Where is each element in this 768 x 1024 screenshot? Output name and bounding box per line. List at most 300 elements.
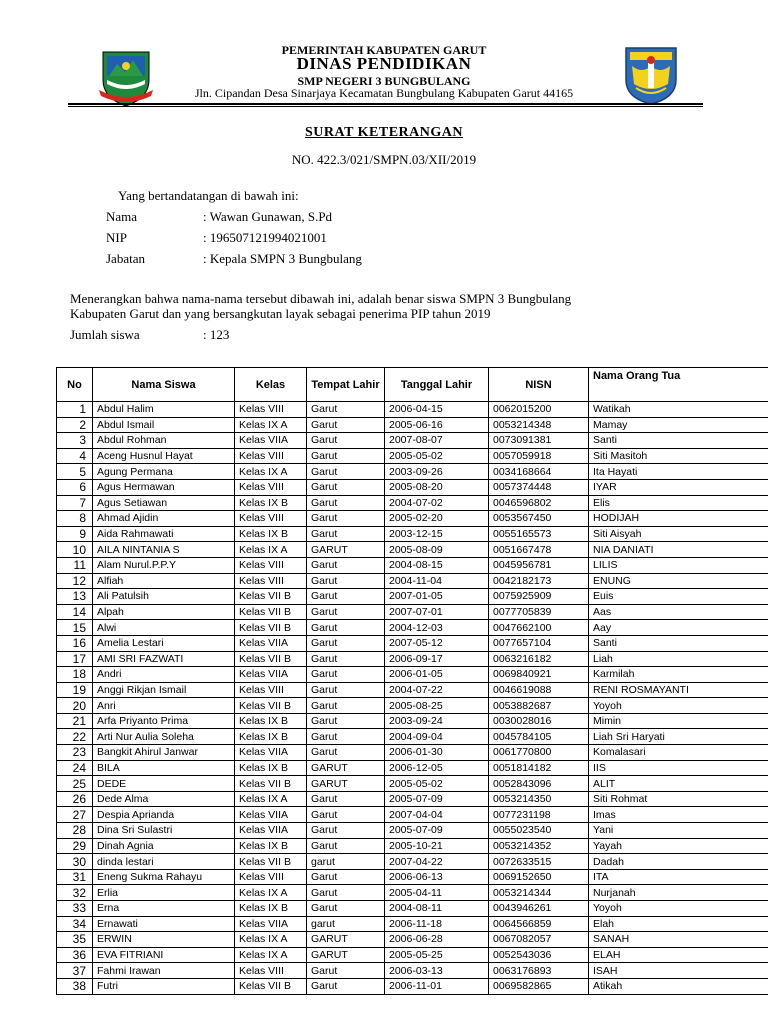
cell-nisn: 0052543036 (489, 947, 589, 963)
cell-no: 18 (57, 667, 93, 683)
cell-class: Kelas IX A (235, 947, 307, 963)
cell-parent-name: IYAR (589, 479, 768, 495)
cell-nisn: 0034168664 (489, 464, 589, 480)
cell-nisn: 0047662100 (489, 620, 589, 636)
cell-nisn: 0053214348 (489, 417, 589, 433)
cell-nisn: 0057059918 (489, 448, 589, 464)
cell-birthdate: 2007-05-12 (385, 635, 489, 651)
cell-parent-name: HODIJAH (589, 511, 768, 527)
cell-nisn: 0073091381 (489, 433, 589, 449)
cell-parent-name: Siti Aisyah (589, 526, 768, 542)
cell-no: 20 (57, 698, 93, 714)
cell-parent-name: Dadah (589, 854, 768, 870)
cell-no: 12 (57, 573, 93, 589)
cell-no: 15 (57, 620, 93, 636)
cell-birthplace: Garut (307, 885, 385, 901)
cell-no: 21 (57, 713, 93, 729)
statement-line-1: Menerangkan bahwa nama-nama tersebut dibawah ini, adalah benar siswa SMPN 3 Bungbulang (70, 291, 572, 306)
cell-birthplace: Garut (307, 807, 385, 823)
cell-class: Kelas VIII (235, 573, 307, 589)
cell-birthdate: 2004-12-03 (385, 620, 489, 636)
cell-student-name: Dinah Agnia (93, 838, 235, 854)
cell-birthdate: 2005-08-09 (385, 542, 489, 558)
cell-birthplace: Garut (307, 713, 385, 729)
table-row (57, 651, 768, 667)
cell-nisn: 0042182173 (489, 573, 589, 589)
cell-no: 10 (57, 542, 93, 558)
cell-birthplace: Garut (307, 511, 385, 527)
cell-nisn: 0069582865 (489, 978, 589, 994)
cell-birthplace: Garut (307, 869, 385, 885)
signer-nip-value: : 196507121994021001 (203, 230, 327, 245)
cell-class: Kelas VIIA (235, 667, 307, 683)
table-row (57, 916, 768, 932)
cell-birthplace: Garut (307, 448, 385, 464)
cell-class: Kelas VIII (235, 402, 307, 418)
table-row (57, 620, 768, 636)
cell-nisn: 0045956781 (489, 557, 589, 573)
cell-birthdate: 2007-04-04 (385, 807, 489, 823)
cell-student-name: Alpah (93, 604, 235, 620)
cell-birthplace: GARUT (307, 776, 385, 792)
table-row (57, 932, 768, 948)
cell-birthplace: Garut (307, 464, 385, 480)
table-row (57, 495, 768, 511)
cell-parent-name: Liah (589, 651, 768, 667)
cell-student-name: Futri (93, 978, 235, 994)
cell-birthplace: GARUT (307, 947, 385, 963)
cell-nisn: 0051667478 (489, 542, 589, 558)
table-row (57, 713, 768, 729)
cell-nisn: 0064566859 (489, 916, 589, 932)
cell-no: 6 (57, 479, 93, 495)
cell-no: 28 (57, 823, 93, 839)
cell-nisn: 0053214350 (489, 791, 589, 807)
cell-birthdate: 2005-05-02 (385, 448, 489, 464)
cell-nisn: 0063216182 (489, 651, 589, 667)
table-row (57, 745, 768, 761)
cell-parent-name: Watikah (589, 402, 768, 418)
cell-nisn: 0069152650 (489, 869, 589, 885)
cell-class: Kelas IX B (235, 729, 307, 745)
cell-birthdate: 2006-09-17 (385, 651, 489, 667)
cell-student-name: Ahmad Ajidin (93, 511, 235, 527)
cell-parent-name: Mimin (589, 713, 768, 729)
cell-student-name: Agus Hermawan (93, 479, 235, 495)
cell-birthplace: Garut (307, 823, 385, 839)
cell-birthdate: 2004-08-11 (385, 901, 489, 917)
cell-parent-name: NIA DANIATI (589, 542, 768, 558)
cell-student-name: Despia Aprianda (93, 807, 235, 823)
cell-no: 16 (57, 635, 93, 651)
cell-no: 31 (57, 869, 93, 885)
cell-birthdate: 2005-05-25 (385, 947, 489, 963)
cell-class: Kelas VIIA (235, 807, 307, 823)
cell-birthplace: Garut (307, 604, 385, 620)
cell-nisn: 0069840921 (489, 667, 589, 683)
cell-nisn: 0055023540 (489, 823, 589, 839)
cell-class: Kelas IX B (235, 495, 307, 511)
cell-nisn: 0045784105 (489, 729, 589, 745)
cell-birthdate: 2006-06-13 (385, 869, 489, 885)
header-class: Kelas (235, 368, 307, 402)
cell-parent-name: Aas (589, 604, 768, 620)
table-row (57, 667, 768, 683)
cell-parent-name: Yayah (589, 838, 768, 854)
header-student-name: Nama Siswa (93, 368, 235, 402)
cell-student-name: Agung Permana (93, 464, 235, 480)
table-row (57, 854, 768, 870)
header-divider-thin (68, 106, 703, 107)
table-row (57, 604, 768, 620)
signer-name-value: : Wawan Gunawan, S.Pd (203, 209, 333, 224)
cell-no: 38 (57, 978, 93, 994)
cell-student-name: DEDE (93, 776, 235, 792)
cell-birthplace: garut (307, 854, 385, 870)
cell-birthplace: Garut (307, 745, 385, 761)
cell-no: 9 (57, 526, 93, 542)
table-row (57, 573, 768, 589)
cell-student-name: ERWIN (93, 932, 235, 948)
cell-nisn: 0057374448 (489, 479, 589, 495)
cell-class: Kelas VII B (235, 620, 307, 636)
cell-no: 7 (57, 495, 93, 511)
table-row (57, 869, 768, 885)
cell-no: 29 (57, 838, 93, 854)
table-row (57, 901, 768, 917)
cell-nisn: 0061770800 (489, 745, 589, 761)
table-row (57, 963, 768, 979)
cell-birthdate: 2006-12-05 (385, 760, 489, 776)
cell-birthdate: 2004-08-15 (385, 557, 489, 573)
cell-student-name: Anri (93, 698, 235, 714)
cell-no: 1 (57, 402, 93, 418)
cell-birthplace: Garut (307, 963, 385, 979)
cell-class: Kelas VIIA (235, 433, 307, 449)
cell-nisn: 0053214344 (489, 885, 589, 901)
cell-student-name: Abdul Ismail (93, 417, 235, 433)
school-address: Jln. Cipandan Desa Sinarjaya Kecamatan Bungbulang Kabupaten Garut 44165 (194, 86, 574, 100)
cell-birthdate: 2005-08-20 (385, 479, 489, 495)
cell-parent-name: IIS (589, 760, 768, 776)
cell-student-name: Eneng Sukma Rahayu (93, 869, 235, 885)
cell-class: Kelas VIIA (235, 635, 307, 651)
cell-nisn: 0077705839 (489, 604, 589, 620)
cell-parent-name: ALIT (589, 776, 768, 792)
cell-birthdate: 2007-01-05 (385, 589, 489, 605)
cell-nisn: 0052843096 (489, 776, 589, 792)
table-row (57, 823, 768, 839)
cell-class: Kelas VII B (235, 854, 307, 870)
table-row (57, 433, 768, 449)
cell-no: 5 (57, 464, 93, 480)
cell-class: Kelas VIII (235, 448, 307, 464)
cell-class: Kelas VII B (235, 651, 307, 667)
cell-nisn: 0053214352 (489, 838, 589, 854)
student-table-body (57, 402, 768, 995)
table-row (57, 729, 768, 745)
cell-birthdate: 2005-04-11 (385, 885, 489, 901)
cell-birthdate: 2007-08-07 (385, 433, 489, 449)
student-table (56, 367, 768, 995)
cell-class: Kelas VIII (235, 557, 307, 573)
cell-student-name: Dina Sri Sulastri (93, 823, 235, 839)
cell-no: 8 (57, 511, 93, 527)
cell-nisn: 0046596802 (489, 495, 589, 511)
cell-birthplace: Garut (307, 526, 385, 542)
cell-student-name: Agus Setiawan (93, 495, 235, 511)
cell-parent-name: Siti Rohmat (589, 791, 768, 807)
cell-student-name: Aceng Husnul Hayat (93, 448, 235, 464)
cell-class: Kelas IX A (235, 885, 307, 901)
agency-name: DINAS PENDIDIKAN (296, 54, 472, 73)
intro-text: Yang bertandatangan di bawah ini: (118, 188, 299, 203)
table-header-row (57, 368, 768, 402)
cell-student-name: Abdul Halim (93, 402, 235, 418)
cell-parent-name: Santi (589, 433, 768, 449)
cell-birthplace: Garut (307, 978, 385, 994)
cell-class: Kelas VII B (235, 698, 307, 714)
cell-birthdate: 2005-10-21 (385, 838, 489, 854)
cell-student-name: Ernawati (93, 916, 235, 932)
cell-student-name: Bangkit Ahirul Janwar (93, 745, 235, 761)
cell-nisn: 0077231198 (489, 807, 589, 823)
table-row (57, 978, 768, 994)
cell-parent-name: RENI ROSMAYANTI (589, 682, 768, 698)
cell-class: Kelas VII B (235, 776, 307, 792)
cell-no: 35 (57, 932, 93, 948)
cell-birthdate: 2004-07-02 (385, 495, 489, 511)
cell-nisn: 0075925909 (489, 589, 589, 605)
cell-parent-name: Euis (589, 589, 768, 605)
header-birthdate: Tanggal Lahir (385, 368, 489, 402)
table-row (57, 557, 768, 573)
signer-position-label: Jabatan (106, 251, 145, 266)
cell-birthplace: Garut (307, 635, 385, 651)
cell-no: 17 (57, 651, 93, 667)
cell-class: Kelas VII B (235, 589, 307, 605)
cell-class: Kelas IX B (235, 526, 307, 542)
table-row (57, 807, 768, 823)
cell-birthplace: Garut (307, 417, 385, 433)
cell-nisn: 0053882687 (489, 698, 589, 714)
cell-birthplace: Garut (307, 791, 385, 807)
cell-birthplace: Garut (307, 479, 385, 495)
cell-birthdate: 2006-01-05 (385, 667, 489, 683)
cell-birthdate: 2006-06-28 (385, 932, 489, 948)
cell-nisn: 0043946261 (489, 901, 589, 917)
cell-parent-name: Yoyoh (589, 901, 768, 917)
cell-nisn: 0051814182 (489, 760, 589, 776)
cell-class: Kelas VIII (235, 963, 307, 979)
cell-parent-name: ENUNG (589, 573, 768, 589)
cell-nisn: 0055165573 (489, 526, 589, 542)
cell-no: 19 (57, 682, 93, 698)
cell-parent-name: Santi (589, 635, 768, 651)
cell-birthdate: 2005-07-09 (385, 823, 489, 839)
table-row (57, 838, 768, 854)
cell-parent-name: Siti Masitoh (589, 448, 768, 464)
cell-birthdate: 2006-03-13 (385, 963, 489, 979)
cell-birthplace: GARUT (307, 932, 385, 948)
cell-parent-name: Elis (589, 495, 768, 511)
cell-birthdate: 2007-07-01 (385, 604, 489, 620)
cell-student-name: Amelia Lestari (93, 635, 235, 651)
table-row (57, 511, 768, 527)
signer-name-label: Nama (106, 209, 138, 224)
cell-birthdate: 2004-07-22 (385, 682, 489, 698)
cell-birthplace: Garut (307, 651, 385, 667)
cell-class: Kelas VIII (235, 869, 307, 885)
cell-nisn: 0063176893 (489, 963, 589, 979)
header-divider (68, 103, 703, 105)
cell-birthdate: 2007-04-22 (385, 854, 489, 870)
table-row (57, 760, 768, 776)
cell-class: Kelas IX A (235, 542, 307, 558)
table-row (57, 464, 768, 480)
cell-no: 25 (57, 776, 93, 792)
cell-birthdate: 2006-01-30 (385, 745, 489, 761)
table-row (57, 776, 768, 792)
cell-nisn: 0062015200 (489, 402, 589, 418)
cell-birthplace: Garut (307, 729, 385, 745)
cell-no: 23 (57, 745, 93, 761)
cell-parent-name: Nurjanah (589, 885, 768, 901)
cell-birthdate: 2004-09-04 (385, 729, 489, 745)
cell-student-name: Ali Patulsih (93, 589, 235, 605)
cell-student-name: Arfa Priyanto Prima (93, 713, 235, 729)
cell-birthplace: GARUT (307, 760, 385, 776)
cell-parent-name: ITA (589, 869, 768, 885)
table-row (57, 402, 768, 418)
header-no: No (57, 368, 93, 402)
cell-nisn: 0077657104 (489, 635, 589, 651)
cell-birthdate: 2004-11-04 (385, 573, 489, 589)
cell-parent-name: Ita Hayati (589, 464, 768, 480)
cell-student-name: BILA (93, 760, 235, 776)
cell-no: 27 (57, 807, 93, 823)
cell-no: 4 (57, 448, 93, 464)
document-number: NO. 422.3/021/SMPN.03/XII/2019 (291, 152, 477, 167)
cell-student-name: EVA FITRIANI (93, 947, 235, 963)
cell-no: 3 (57, 433, 93, 449)
header-birthplace: Tempat Lahir (307, 368, 385, 402)
cell-parent-name: Yani (589, 823, 768, 839)
cell-no: 33 (57, 901, 93, 917)
cell-no: 32 (57, 885, 93, 901)
cell-student-name: Erna (93, 901, 235, 917)
cell-class: Kelas IX B (235, 760, 307, 776)
signer-position-value: : Kepala SMPN 3 Bungbulang (203, 251, 362, 266)
document-title: SURAT KETERANGAN (304, 125, 463, 140)
table-row (57, 635, 768, 651)
cell-birthplace: garut (307, 916, 385, 932)
cell-birthdate: 2006-11-18 (385, 916, 489, 932)
table-row (57, 526, 768, 542)
statement-paragraph (70, 291, 710, 321)
header-parent-name: Nama Orang Tua (589, 368, 768, 402)
cell-no: 2 (57, 417, 93, 433)
table-row (57, 698, 768, 714)
cell-birthplace: GARUT (307, 542, 385, 558)
cell-no: 34 (57, 916, 93, 932)
table-row (57, 885, 768, 901)
table-row (57, 479, 768, 495)
cell-parent-name: Komalasari (589, 745, 768, 761)
cell-no: 37 (57, 963, 93, 979)
letterhead (0, 40, 768, 106)
cell-birthdate: 2005-08-25 (385, 698, 489, 714)
cell-student-name: Fahmi Irawan (93, 963, 235, 979)
table-row (57, 589, 768, 605)
cell-parent-name: Elah (589, 916, 768, 932)
school-name: SMP NEGERI 3 BUNGBULANG (297, 74, 471, 88)
student-count-value: : 123 (203, 327, 230, 342)
cell-student-name: Alwi (93, 620, 235, 636)
cell-birthplace: Garut (307, 573, 385, 589)
cell-class: Kelas IX B (235, 838, 307, 854)
cell-class: Kelas IX A (235, 464, 307, 480)
cell-birthplace: Garut (307, 901, 385, 917)
cell-student-name: Alfiah (93, 573, 235, 589)
table-row (57, 448, 768, 464)
cell-class: Kelas VIIA (235, 823, 307, 839)
cell-no: 24 (57, 760, 93, 776)
cell-birthplace: Garut (307, 682, 385, 698)
cell-birthplace: Garut (307, 402, 385, 418)
cell-birthdate: 2005-02-20 (385, 511, 489, 527)
cell-birthplace: Garut (307, 495, 385, 511)
table-row (57, 542, 768, 558)
cell-birthdate: 2005-06-16 (385, 417, 489, 433)
cell-no: 26 (57, 791, 93, 807)
cell-student-name: Anggi Rikjan Ismail (93, 682, 235, 698)
cell-class: Kelas IX A (235, 791, 307, 807)
cell-birthplace: Garut (307, 698, 385, 714)
cell-parent-name: Karmilah (589, 667, 768, 683)
cell-birthdate: 2005-07-09 (385, 791, 489, 807)
cell-class: Kelas VIII (235, 682, 307, 698)
cell-parent-name: ISAH (589, 963, 768, 979)
cell-no: 14 (57, 604, 93, 620)
cell-nisn: 0046619088 (489, 682, 589, 698)
cell-student-name: Alam Nurul.P.P.Y (93, 557, 235, 573)
cell-nisn: 0067082057 (489, 932, 589, 948)
cell-birthplace: Garut (307, 838, 385, 854)
cell-class: Kelas VIIA (235, 745, 307, 761)
table-row (57, 682, 768, 698)
cell-parent-name: ELAH (589, 947, 768, 963)
cell-birthdate: 2005-05-02 (385, 776, 489, 792)
header-nisn: NISN (489, 368, 589, 402)
cell-parent-name: Imas (589, 807, 768, 823)
cell-birthplace: Garut (307, 667, 385, 683)
statement-line-2: Kabupaten Garut dan yang bersangkutan layak sebagai penerima PIP tahun 2019 (70, 306, 491, 321)
cell-parent-name: LILIS (589, 557, 768, 573)
cell-class: Kelas IX A (235, 417, 307, 433)
cell-nisn: 0072633515 (489, 854, 589, 870)
table-row (57, 947, 768, 963)
student-count-label: Jumlah siswa (70, 327, 140, 342)
cell-no: 30 (57, 854, 93, 870)
cell-parent-name: Atikah (589, 978, 768, 994)
cell-nisn: 0053567450 (489, 511, 589, 527)
table-row (57, 417, 768, 433)
cell-class: Kelas VIII (235, 479, 307, 495)
table-row (57, 791, 768, 807)
cell-no: 13 (57, 589, 93, 605)
cell-class: Kelas VIII (235, 511, 307, 527)
